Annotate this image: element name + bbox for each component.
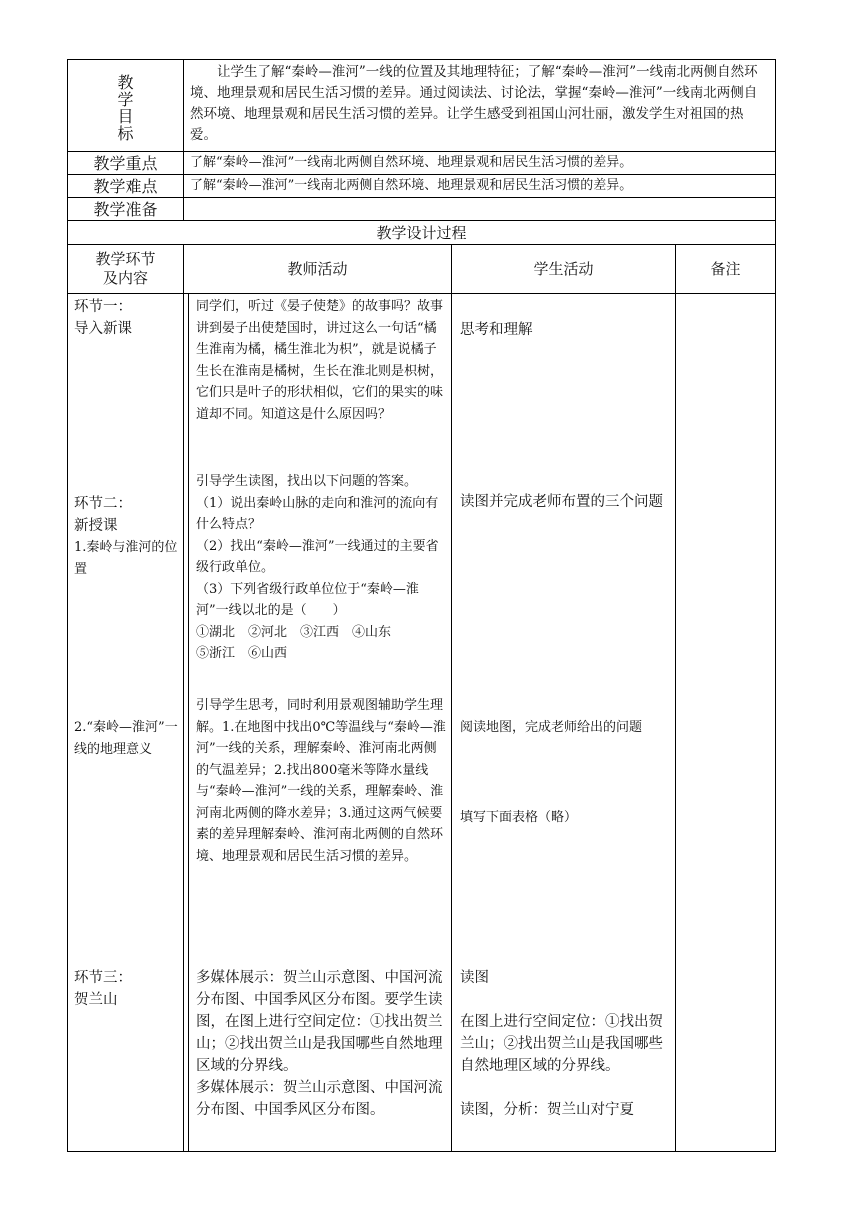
preparation-label: 教学准备 (68, 198, 184, 221)
notes-column (676, 294, 776, 1152)
section-three-student-text-2: 在图上进行空间定位：①找出贺兰山；②找出贺兰山是我国哪些自然地理区域的分界线。 (460, 1014, 663, 1074)
section-three-student-text-1: 读图 (460, 970, 489, 986)
difficulty-row (68, 175, 776, 198)
section-one-student-text: 思考和理解 (460, 322, 533, 338)
section-two-question-2: （2）找出“秦岭—淮河”一线通过的主要省级行政单位。 (196, 538, 439, 575)
section-three-title: 环节三： (74, 970, 132, 986)
column-header-line: 教学环节 (95, 250, 156, 268)
objectives-label (68, 60, 184, 152)
section-two-title: 环节二： (74, 496, 132, 512)
label-char: 目 (117, 106, 134, 126)
key-point-label: 教学重点 (68, 152, 184, 175)
column-header-line: 及内容 (102, 269, 148, 287)
section-two-subtitle: 新授课 (74, 518, 118, 534)
section-two-student-table-text: 填写下面表格（略） (460, 810, 578, 825)
difficulty-text: 了解“秦岭—淮河”一线南北两侧自然环境、地理景观和居民生活习惯的差异。 (184, 175, 776, 198)
lesson-plan-page (67, 59, 775, 1152)
section-one-teacher-text: 同学们，听过《晏子使楚》的故事吗？故事讲到晏子出使楚国时，讲过这么一句话“橘生淮南为橘，橘生淮北为枳”，就是说橘子生长在淮南是橘树，生长在淮北则是枳树，它们只是叶子的形状相似，它们的果实的味道却不同。知道这是什么原因吗？ (196, 299, 444, 422)
content-row (68, 294, 776, 1152)
section-two-question-1: （1）说出秦岭山脉的走向和淮河的流向有什么特点？ (196, 495, 439, 532)
section-two-teacher-intro: 引导学生读图，找出以下问题的答案。 (196, 474, 418, 489)
section-three-teacher-text-2: 多媒体展示：贺兰山示意图、中国河流分布图、中国季风区分布图。 (196, 1080, 443, 1118)
key-point-row (68, 152, 776, 175)
section-two-options-2: ⑤浙江 ⑥山西 (196, 646, 288, 661)
section-two-item-significance: 2.“秦岭—淮河”一线的地理意义 (74, 720, 178, 757)
section-one-subtitle: 导入新课 (74, 321, 132, 337)
difficulty-label: 教学难点 (68, 175, 184, 198)
section-two-student-map-text: 阅读地图，完成老师给出的问题 (460, 720, 643, 735)
process-title: 教学设计过程 (68, 221, 776, 245)
student-column (452, 294, 676, 1152)
preparation-text (184, 198, 776, 221)
column-header-section (68, 245, 184, 294)
label-char: 学 (117, 89, 134, 109)
section-column (68, 294, 184, 1152)
section-two-options-1: ①湖北 ②河北 ③江西 ④山东 (196, 624, 392, 640)
process-title-row (68, 221, 776, 245)
section-three-student-text-3: 读图，分析：贺兰山对宁夏 (460, 1102, 634, 1118)
section-two-item-position: 1.秦岭与淮河的位置 (74, 540, 178, 577)
objectives-text: 让学生了解“秦岭—淮河”一线的位置及其地理特征；了解“秦岭—淮河”一线南北两侧自然环境、地理景观和居民生活习惯的差异。通过阅读法、讨论法，掌握“秦岭—淮河”一线南北两侧自然环境、地理景观和居民生活习惯的差异。让学生感受到祖国山河壮丽，激发学生对祖国的热爱。 (184, 60, 776, 152)
objectives-row (68, 60, 776, 152)
lesson-plan-table (67, 59, 776, 1152)
label-char: 标 (117, 123, 134, 143)
key-point-text: 了解“秦岭—淮河”一线南北两侧自然环境、地理景观和居民生活习惯的差异。 (184, 152, 776, 175)
column-header-notes: 备注 (676, 245, 776, 294)
section-two-teacher-significance: 引导学生思考，同时利用景观图辅助学生理解。1.在地图中找出0℃等温线与“秦岭—淮河”一线的关系，理解秦岭、淮河南北两侧的气温差异；2.找出800毫米等降水量线与“秦岭—淮河”一线的关系，理解秦岭、淮河南北两侧的降水差异；3.通过这两气候要素的差异理解秦岭、淮河南北两侧的自然环境、地理景观和居民生活习惯的差异。 (196, 698, 446, 864)
column-header-row (68, 245, 776, 294)
section-two-student-text: 读图并完成老师布置的三个问题 (460, 494, 663, 510)
label-char: 教 (117, 72, 134, 92)
section-one-title: 环节一： (74, 299, 132, 315)
teacher-column (189, 294, 452, 1152)
section-three-teacher-text-1: 多媒体展示：贺兰山示意图、中国河流分布图、中国季风区分布图。要学生读图，在图上进行空间定位：①找出贺兰山；②找出贺兰山是我国哪些自然地理区域的分界线。 (196, 970, 443, 1074)
column-header-student: 学生活动 (452, 245, 676, 294)
section-three-subtitle: 贺兰山 (74, 992, 118, 1008)
column-header-teacher: 教师活动 (184, 245, 452, 294)
section-two-question-3: （3）下列省级行政单位位于“秦岭—淮河”一线以北的是（ ） (196, 581, 419, 618)
preparation-row (68, 198, 776, 221)
